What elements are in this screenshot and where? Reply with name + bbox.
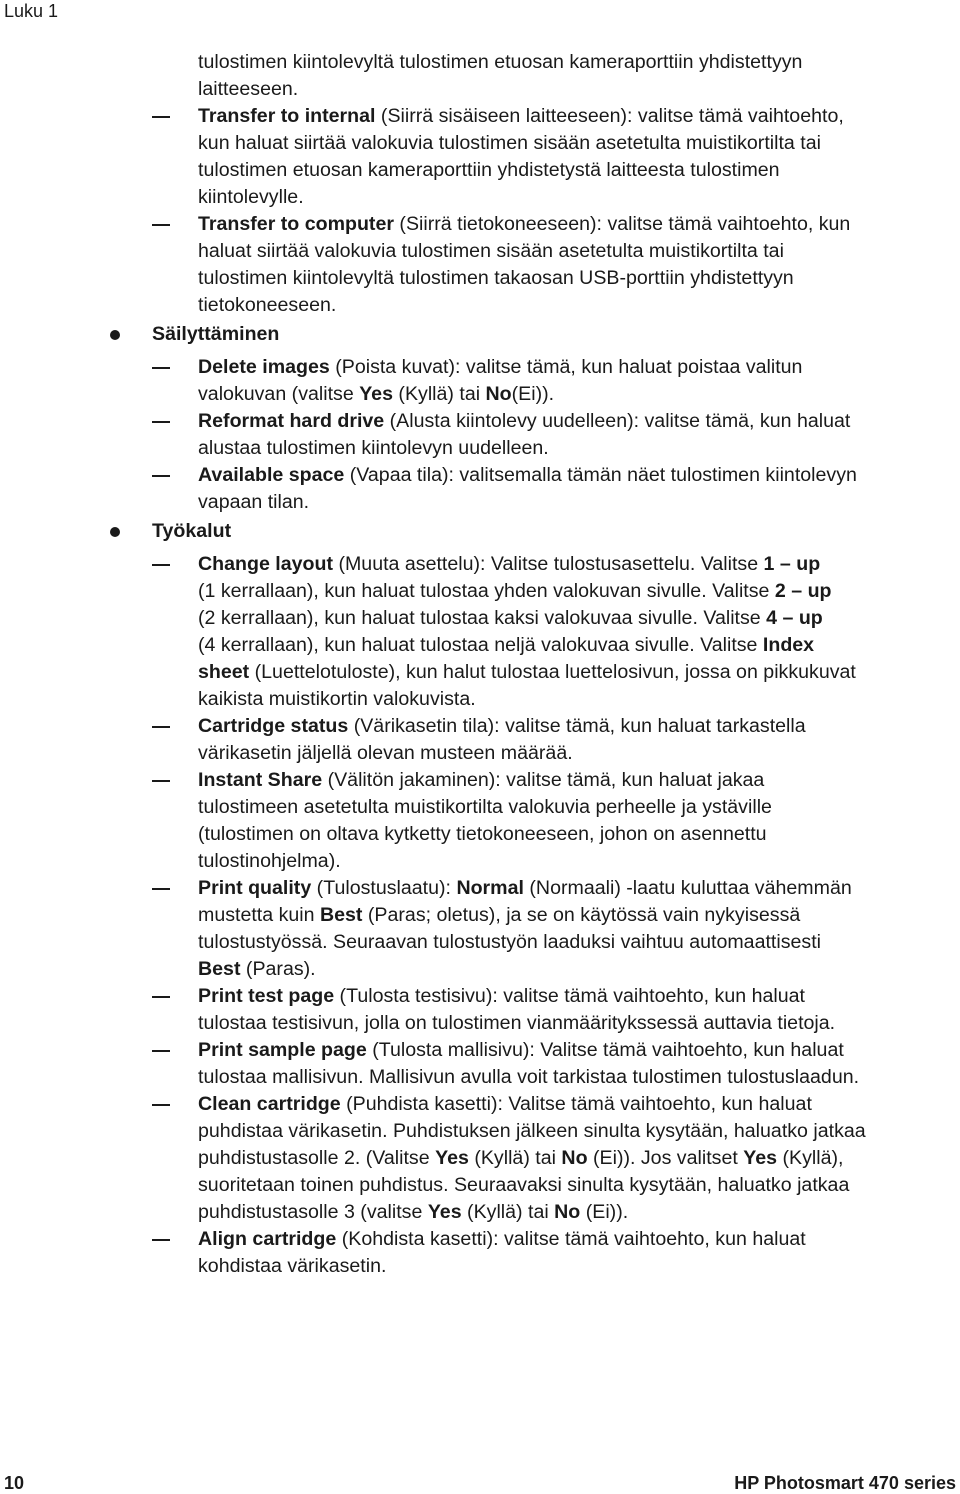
text-run: kun haluat siirtää valokuvia tulostimen sisään asetetulta muistikortilta tai	[198, 132, 821, 154]
bold-term: 4 – up	[766, 607, 823, 629]
text-run: (Kyllä),	[777, 1147, 844, 1169]
text-line	[198, 1145, 960, 1172]
text-line	[198, 462, 960, 489]
list-item	[0, 1091, 960, 1226]
text-line	[198, 740, 960, 767]
bold-term: Available space	[198, 464, 345, 486]
text-line	[198, 605, 960, 632]
text-run: (Välitön jakaminen): valitse tämä, kun haluat jakaa	[322, 769, 765, 791]
text-line	[198, 1037, 960, 1064]
text-run: tulostimen etuosan kameraporttiin yhdistetystä laitteesta tulostimen	[198, 159, 780, 181]
text-run: (Kyllä) tai	[468, 1147, 562, 1169]
dash-marker	[152, 116, 170, 118]
dash-marker	[152, 780, 170, 782]
text-run: (tulostimen on oltava kytketty tietokoneeseen, johon on asennettu	[198, 823, 767, 845]
item-list	[0, 103, 960, 1280]
text-line	[198, 713, 960, 740]
list-item	[0, 767, 960, 875]
bold-term: Reformat hard drive	[198, 410, 385, 432]
dash-marker	[152, 888, 170, 890]
text-run: tulostimen kiintolevyltä tulostimen takaosan USB-porttiin yhdistettyyn	[198, 267, 794, 289]
text-run: (Paras; oletus), ja se on käytössä vain nykyisessä	[362, 904, 801, 926]
text-line	[198, 632, 960, 659]
dash-marker	[152, 1104, 170, 1106]
bold-term: Yes	[427, 1201, 462, 1223]
dash-marker	[152, 1050, 170, 1052]
list-item	[0, 713, 960, 767]
text-line	[198, 381, 960, 408]
bold-term: 2 – up	[774, 580, 832, 602]
text-line	[198, 875, 960, 902]
text-line	[198, 1226, 960, 1253]
text-run: kaikista muistikortin valokuvista.	[198, 688, 476, 710]
text-run: (Tulosta mallisivu): Valitse tämä vaihtoehto, kun haluat	[366, 1039, 844, 1061]
text-run: (Värikasetin tila): valitse tämä, kun haluat tarkastella	[348, 715, 806, 737]
list-item	[0, 211, 960, 319]
text-line	[198, 551, 960, 578]
bold-term: Yes	[359, 383, 393, 405]
bold-term: Yes	[435, 1147, 469, 1169]
text-line	[198, 848, 960, 875]
text-line	[198, 1199, 960, 1226]
text-line	[198, 130, 960, 157]
text-run: (Vapaa tila): valitsemalla tämän näet tulostimen kiintolevyn	[344, 464, 857, 486]
list-item	[0, 551, 960, 713]
text-run: tulostaa mallisivun. Mallisivun avulla voit tarkistaa tulostimen tulostuslaadun.	[198, 1066, 860, 1088]
bold-term: Normal	[456, 877, 524, 899]
bold-term: Työkalut	[152, 520, 232, 542]
text-run: mustetta kuin	[198, 904, 320, 926]
text-run: (Puhdista kasetti): Valitse tämä vaihtoehto, kun haluat	[340, 1093, 812, 1115]
dash-marker	[152, 367, 170, 369]
bold-term: Delete images	[198, 356, 330, 378]
text-run: puhdistustasolle 3 (valitse	[198, 1201, 428, 1223]
text-run: (Siirrä tietokoneeseen): valitse tämä vaihtoehto, kun	[393, 213, 851, 235]
bold-term: No	[561, 1147, 588, 1169]
text-line	[198, 659, 960, 686]
bold-term: Transfer to internal	[198, 105, 376, 127]
section-heading	[0, 518, 960, 545]
text-line	[198, 983, 960, 1010]
text-line	[198, 157, 960, 184]
text-run: (Ei)).	[580, 1201, 629, 1223]
text-line	[198, 354, 960, 381]
text-run: (Ei)).	[511, 383, 555, 405]
bold-term: No	[554, 1201, 581, 1223]
list-item	[0, 354, 960, 408]
text-run: (Luettelotuloste), kun halut tulostaa luettelosivun, jossa on pikkukuvat	[249, 661, 856, 683]
text-line	[198, 103, 960, 130]
text-line	[198, 794, 960, 821]
text-line	[198, 1010, 960, 1037]
bold-term: Yes	[743, 1147, 778, 1169]
text-line	[198, 1172, 960, 1199]
text-line	[198, 435, 960, 462]
text-line	[198, 211, 960, 238]
text-run: vapaan tilan.	[198, 491, 310, 513]
text-run: kiintolevylle.	[198, 186, 304, 208]
intro-line-1: tulostimen kiintolevyltä tulostimen etuosan kameraporttiin yhdistettyyn	[198, 51, 803, 73]
bullet-marker	[110, 527, 120, 537]
text-run: haluat siirtää valokuvia tulostimen sisään asetetulta muistikortilta tai	[198, 240, 784, 262]
bold-term: No	[485, 383, 512, 405]
dash-marker	[152, 1239, 170, 1241]
text-line	[198, 1091, 960, 1118]
text-run: (Paras).	[240, 958, 316, 980]
product-title: HP Photosmart 470 series	[734, 1473, 956, 1493]
text-run: (Kohdista kasetti): valitse tämä vaihtoehto, kun haluat	[336, 1228, 806, 1250]
list-item	[0, 103, 960, 211]
text-run: (4 kerrallaan), kun haluat tulostaa neljä valokuvaa sivulle. Valitse	[198, 634, 763, 656]
text-run: alustaa tulostimen kiintolevyn uudelleen.	[198, 437, 549, 459]
text-run: kohdistaa värikasetin.	[198, 1255, 387, 1277]
text-line	[198, 686, 960, 713]
text-line	[198, 902, 960, 929]
text-run: valokuvan (valitse	[198, 383, 360, 405]
dash-marker	[152, 726, 170, 728]
dash-marker	[152, 421, 170, 423]
text-line	[198, 578, 960, 605]
bold-term: Cartridge status	[198, 715, 349, 737]
bold-term: Best	[319, 904, 363, 926]
text-line	[198, 956, 960, 983]
bold-term: 1 – up	[763, 553, 821, 575]
dash-marker	[152, 996, 170, 998]
text-run: tulostinohjelma).	[198, 850, 341, 872]
text-run: värikasetin jäljellä olevan musteen määrää.	[198, 742, 573, 764]
bold-term: Align cartridge	[198, 1228, 337, 1250]
text-run: suoritetaan toinen puhdistus. Seuraavaksi sinulta kysytään, haluatko jatkaa	[198, 1174, 850, 1196]
text-line	[198, 292, 960, 319]
text-line	[198, 489, 960, 516]
bold-term: Change layout	[198, 553, 333, 575]
text-run: (Muuta asettelu): Valitse tulostusasettelu. Valitse	[333, 553, 764, 575]
text-run: (Tulostuslaatu):	[311, 877, 457, 899]
bold-term: Index	[762, 634, 815, 656]
list-item	[0, 462, 960, 516]
text-run: (Siirrä sisäiseen laitteeseen): valitse tämä vaihtoehto,	[375, 105, 844, 127]
dash-marker	[152, 224, 170, 226]
section-heading	[0, 321, 960, 348]
text-line	[198, 767, 960, 794]
list-item	[0, 875, 960, 983]
text-run: (Normaali) -laatu kuluttaa vähemmän	[523, 877, 852, 899]
text-run: (Kyllä) tai	[461, 1201, 555, 1223]
text-run: (Poista kuvat): valitse tämä, kun haluat poistaa valitun	[329, 356, 803, 378]
text-line	[198, 1253, 960, 1280]
text-line	[198, 265, 960, 292]
list-item	[0, 1037, 960, 1091]
text-run: (1 kerrallaan), kun haluat tulostaa yhden valokuvan sivulle. Valitse	[198, 580, 775, 602]
bold-term: Transfer to computer	[198, 213, 394, 235]
text-run: puhdistustasolle 2. (Valitse	[198, 1147, 436, 1169]
intro-line-2: laitteeseen.	[198, 78, 299, 100]
text-run: tietokoneeseen.	[198, 294, 337, 316]
text-line	[198, 184, 960, 211]
chapter-header: Luku 1	[4, 1, 59, 21]
dash-marker	[152, 475, 170, 477]
bold-term: sheet	[198, 661, 250, 683]
text-run: tulostimeen asetetulta muistikortilta valokuvia perheelle ja ystäville	[198, 796, 772, 818]
page-number: 10	[4, 1473, 25, 1493]
text-line	[198, 238, 960, 265]
bold-term: Säilyttäminen	[152, 323, 280, 345]
text-line	[152, 518, 960, 545]
text-run: (2 kerrallaan), kun haluat tulostaa kaksi valokuvaa sivulle. Valitse	[198, 607, 767, 629]
text-run: (Ei)). Jos valitset	[587, 1147, 744, 1169]
text-line	[198, 1064, 960, 1091]
list-item	[0, 408, 960, 462]
text-run: tulostaa testisivun, jolla on tulostimen vianmääritykssessä auttavia tietoja.	[198, 1012, 836, 1034]
text-line	[198, 929, 960, 956]
bold-term: Print test page	[198, 985, 335, 1007]
bold-term: Best	[198, 958, 241, 980]
text-run: puhdistaa värikasetin. Puhdistuksen jälkeen sinulta kysytään, haluatko jatkaa	[198, 1120, 866, 1142]
dash-marker	[152, 564, 170, 566]
text-line	[152, 321, 960, 348]
bold-term: Clean cartridge	[198, 1093, 341, 1115]
text-run: (Tulosta testisivu): valitse tämä vaihtoehto, kun haluat	[334, 985, 805, 1007]
text-run: (Alusta kiintolevy uudelleen): valitse tämä, kun haluat	[384, 410, 851, 432]
bold-term: Print sample page	[198, 1039, 367, 1061]
bold-term: Instant Share	[198, 769, 323, 791]
list-item	[0, 1226, 960, 1280]
text-line	[198, 821, 960, 848]
list-item	[0, 983, 960, 1037]
document-body	[0, 49, 960, 1280]
bold-term: Print quality	[198, 877, 312, 899]
text-line	[198, 408, 960, 435]
text-run: (Kyllä) tai	[392, 383, 486, 405]
text-line	[198, 1118, 960, 1145]
text-run: tulostustyössä. Seuraavan tulostustyön laaduksi vaihtuu automaattisesti	[198, 931, 822, 953]
bullet-marker	[110, 330, 120, 340]
